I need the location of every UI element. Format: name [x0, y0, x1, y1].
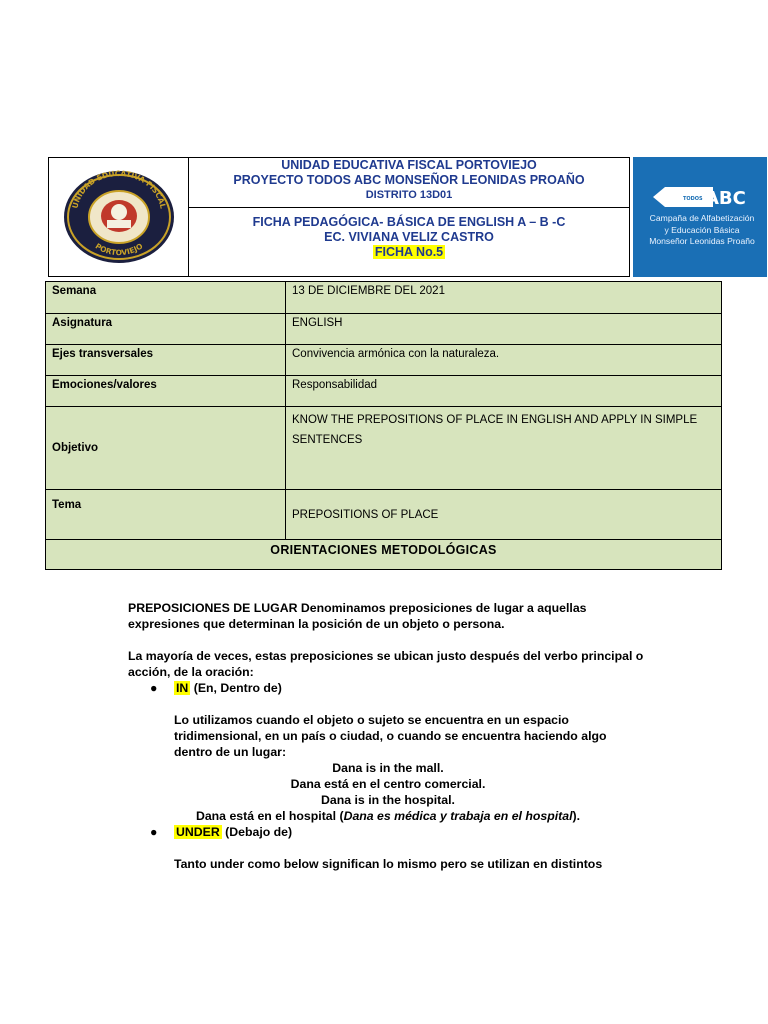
row-value: 13 DE DICIEMBRE DEL 2021: [286, 282, 722, 314]
table-row: [46, 345, 722, 376]
preposition-meaning: (En, Dentro de): [190, 681, 282, 695]
placement-paragraph: La mayoría de veces, estas preposiciones se ubican justo después del verbo principal o acción, de la oración:: [128, 649, 644, 679]
row-value: ENGLISH: [286, 314, 722, 345]
example-sentence: Dana is in the mall.: [332, 761, 444, 775]
preposition-term: UNDER: [176, 825, 220, 839]
teacher-name: EC. VIVIANA VELIZ CASTRO: [324, 230, 494, 244]
preposition-description: Tanto under como below significan lo mismo pero se utilizan en distintos: [174, 857, 603, 871]
lesson-info-table: [45, 281, 722, 570]
table-row: [46, 540, 722, 570]
svg-text:TODOS: TODOS: [683, 196, 703, 202]
svg-text:PORTOVIEJO: PORTOVIEJO: [93, 241, 145, 258]
row-key: Semana: [46, 282, 286, 314]
document-header: [48, 157, 755, 277]
abc-campaign-text: [643, 213, 761, 248]
preposition-term: IN: [176, 681, 189, 695]
row-key: Ejes transversales: [46, 345, 286, 376]
institution-name: UNIDAD EDUCATIVA FISCAL PORTOVIEJO: [281, 158, 537, 172]
school-shield-logo: [49, 158, 190, 278]
ficha-title: FICHA PEDAGÓGICA- BÁSICA DE ENGLISH A – B -C: [252, 215, 566, 229]
intro-text: Denominamos preposiciones de lugar a aquellas expresiones que determinan la posición de un objeto o persona.: [128, 601, 587, 631]
table-row: [46, 407, 722, 490]
table-row: [46, 490, 722, 540]
abc-text-line: Monseñor Leonidas Proaño: [649, 236, 755, 246]
intro-paragraph: [128, 600, 648, 632]
abc-text-line: Campaña de Alfabetización: [649, 213, 755, 223]
methodology-header: ORIENTACIONES METODOLÓGICAS: [46, 540, 722, 570]
svg-text:UNIDAD EDUCATIVA FISCAL: UNIDAD EDUCATIVA FISCAL: [70, 168, 168, 210]
project-name: PROYECTO TODOS ABC MONSEÑOR LEONIDAS PROAÑO: [233, 173, 585, 187]
bullet-icon: ●: [150, 825, 158, 839]
abc-text-line: y Educación Básica: [664, 224, 740, 235]
preposition-meaning: (Debajo de): [221, 825, 293, 839]
bullet-icon: ●: [150, 681, 158, 695]
row-value: Convivencia armónica con la naturaleza.: [286, 345, 722, 376]
row-key: Objetivo: [46, 407, 286, 490]
row-key: Asignatura: [46, 314, 286, 345]
district: DISTRITO 13D01: [365, 189, 453, 201]
header-title-cell: [189, 157, 630, 277]
lesson-body: [128, 600, 648, 872]
row-value: Responsabilidad: [286, 376, 722, 407]
example-sentence: Dana está en el hospital (Dana es médica y trabaja en el hospital).: [195, 809, 581, 823]
abc-logo-panel: [633, 157, 767, 277]
row-value: PREPOSITIONS OF PLACE: [286, 490, 722, 540]
example-sentence: Dana is in the hospital.: [321, 793, 455, 807]
row-key: Emociones/valores: [46, 376, 286, 407]
table-row: [46, 376, 722, 407]
svg-text:ABC: ABC: [705, 188, 746, 209]
table-row: [46, 282, 722, 314]
ficha-block: [189, 208, 629, 278]
preposition-description: Lo utilizamos cuando el objeto o sujeto se encuentra en un espacio tridimensional, en un país o ciudad, o cuando se encuentra haciendo algo dentro de un lugar:: [174, 713, 607, 759]
row-key: Tema: [46, 490, 286, 540]
list-item: [128, 824, 648, 840]
school-logo-cell: [48, 157, 189, 277]
row-value: KNOW THE PREPOSITIONS OF PLACE IN ENGLISH AND APPLY IN SIMPLE SENTENCES: [286, 407, 722, 490]
ficha-number: FICHA No.5: [374, 245, 444, 259]
abc-pencil-logo: [653, 185, 753, 209]
example-sentence: Dana está en el centro comercial.: [290, 777, 486, 791]
institution-block: [189, 158, 629, 208]
table-row: [46, 314, 722, 345]
section-title: PREPOSICIONES DE LUGAR: [128, 601, 298, 615]
list-item: [128, 680, 648, 696]
